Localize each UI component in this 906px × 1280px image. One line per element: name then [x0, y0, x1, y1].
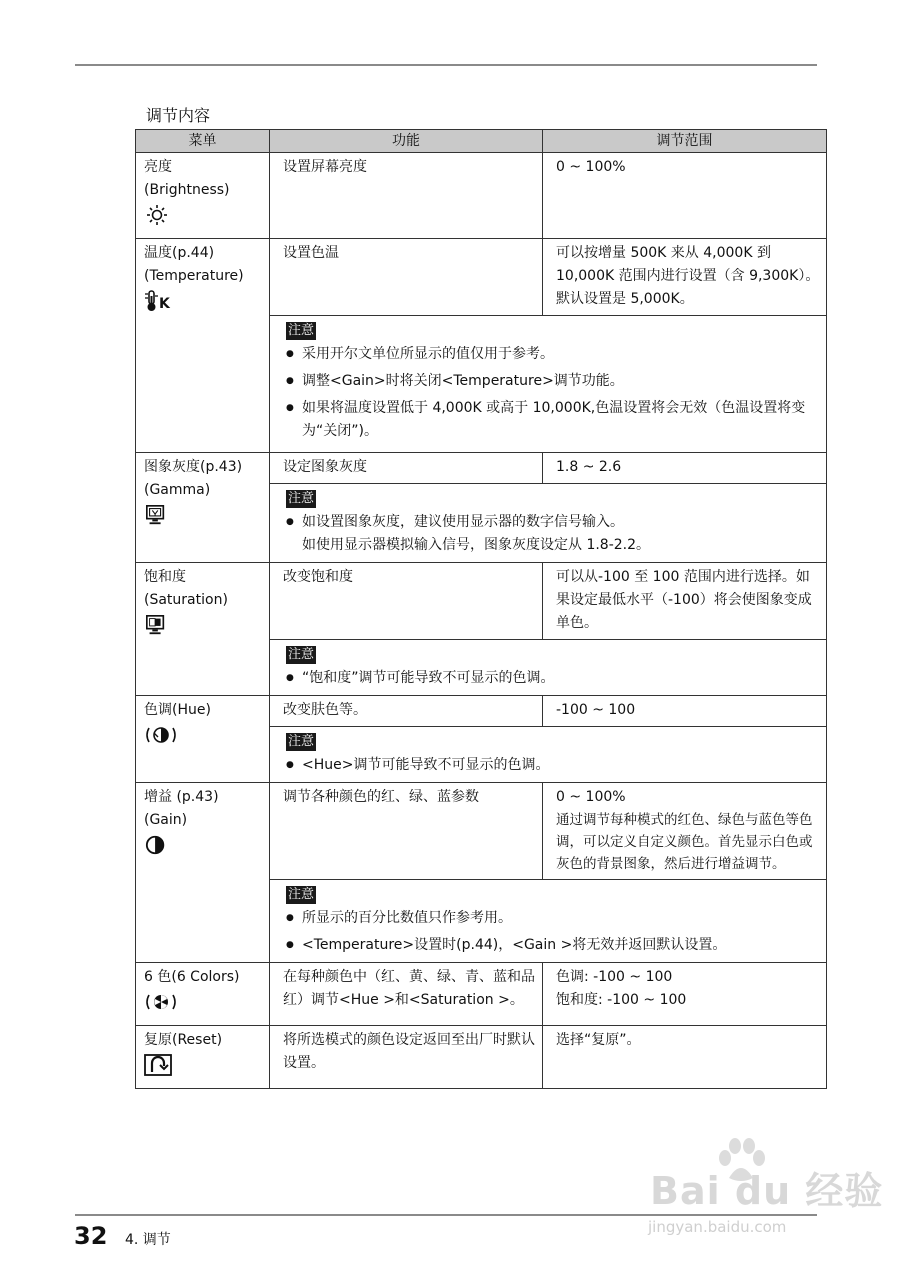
range-cell: 可以按增量 500K 来从 4,000K 到 10,000K 范围内进行设置（含 9,300K）。默认设置是 5,000K。: [543, 239, 827, 316]
note-line: 如使用显示器模拟输入信号，图象灰度设定从 1.8-2.2。: [302, 537, 651, 553]
menu-cell: [136, 453, 270, 563]
header-function: 功能: [270, 130, 543, 153]
note-cell: [270, 640, 827, 696]
note-list: [286, 511, 818, 557]
watermark-url: jingyan.baidu.com: [648, 1218, 787, 1236]
menu-label: 复原(Reset): [144, 1032, 223, 1048]
function-cell: 在每种颜色中（红、黄、绿、青、蓝和品红）调节<Hue >和<Saturation >。: [270, 963, 543, 1026]
menu-label: 增益 (p.43): [144, 789, 219, 805]
function-cell: 设置色温: [270, 239, 543, 316]
adjustment-table: [135, 129, 827, 1089]
menu-label: 色调(Hue): [144, 702, 211, 718]
menu-cell: [136, 963, 270, 1026]
note-badge: 注意: [288, 491, 315, 506]
menu-label-en: (Temperature): [144, 268, 244, 284]
svg-text:K: K: [159, 296, 170, 312]
saturation-monitor-icon: [144, 614, 168, 636]
note-item: [286, 511, 818, 557]
menu-cell: [136, 696, 270, 783]
table-row-gamma: [136, 453, 827, 484]
footer-rule: [75, 1214, 817, 1216]
note-list: [286, 343, 818, 443]
menu-label: 饱和度: [144, 569, 186, 585]
note-badge: 注意: [288, 887, 315, 902]
menu-cell: [136, 153, 270, 239]
note-badge: 注意: [288, 647, 315, 662]
note-cell: [270, 727, 827, 783]
table-header-row: [136, 130, 827, 153]
watermark-logo: Bai du 经验: [650, 1169, 884, 1213]
range-cell: -100 ~ 100: [543, 696, 827, 727]
menu-label: 温度(p.44): [144, 245, 215, 261]
section-title: 调节内容: [146, 106, 211, 125]
function-cell: 改变肤色等。: [270, 696, 543, 727]
range-cell: [543, 963, 827, 1026]
menu-label: 6 色(6 Colors): [144, 969, 240, 985]
note-item: ● 如果将温度设置低于 4,000K 或高于 10,000K,色温设置将会无效（色温设置将变为“关闭”)。: [286, 397, 818, 443]
range-hue: 色调: -100 ~ 100: [556, 969, 673, 985]
table-row-brightness: [136, 153, 827, 239]
range-description: 通过调节每种模式的红色、绿色与蓝色等色调，可以定义自定义颜色。首先显示白色或灰色的背景图象，然后进行增益调节。: [556, 812, 813, 872]
table-row-saturation: [136, 563, 827, 640]
note-list: [286, 754, 818, 777]
note-list: [286, 907, 818, 957]
menu-cell: [136, 239, 270, 453]
header-rule: [75, 64, 817, 66]
gamma-monitor-icon: [144, 504, 168, 526]
range-cell: 可以从-100 至 100 范围内进行选择。如果设定最低水平（-100）将会使图象变成单色。: [543, 563, 827, 640]
table-row-gain: [136, 783, 827, 880]
range-cell: 选择“复原”。: [543, 1026, 827, 1089]
menu-cell: [136, 1026, 270, 1089]
range-value: 0 ~ 100%: [556, 789, 626, 805]
note-badge: 注意: [288, 734, 315, 749]
menu-label: 亮度: [144, 159, 172, 175]
function-cell: 设置屏幕亮度: [270, 153, 543, 239]
note-badge: 注意: [288, 323, 315, 338]
table-row-six-colors: [136, 963, 827, 1026]
note-line: ● 如设置图象灰度，建议使用显示器的数字信号输入。: [302, 514, 624, 530]
header-range: 调节范围: [543, 130, 827, 153]
note-cell: [270, 484, 827, 563]
thermometer-k-icon: [144, 290, 174, 312]
chapter-title: 4. 调节: [125, 1232, 171, 1248]
note-cell: [270, 880, 827, 963]
function-cell: 改变饱和度: [270, 563, 543, 640]
menu-cell: [136, 783, 270, 963]
header-menu: 菜单: [136, 130, 270, 153]
menu-label-en: (Brightness): [144, 182, 230, 198]
range-cell: 1.8 ~ 2.6: [543, 453, 827, 484]
six-colors-icon: [144, 991, 178, 1013]
page-number: 32: [74, 1222, 108, 1250]
menu-label: 图象灰度(p.43): [144, 459, 243, 475]
table-row-reset: [136, 1026, 827, 1089]
function-cell: 设定图象灰度: [270, 453, 543, 484]
hue-icon: [144, 724, 178, 746]
range-cell: 0 ~ 100%: [543, 153, 827, 239]
note-cell: [270, 316, 827, 453]
note-item: ● <Temperature>设置时(p.44)，<Gain >将无效并返回默认设置。: [286, 934, 818, 957]
note-item: ● 采用开尔文单位所显示的值仅用于参考。: [286, 343, 818, 366]
reset-icon: [144, 1054, 172, 1076]
range-cell: [543, 783, 827, 880]
note-item: ● 调整<Gain>时将关闭<Temperature>调节功能。: [286, 370, 818, 393]
note-item: ● “饱和度”调节可能导致不可显示的色调。: [286, 667, 818, 690]
function-cell: 将所选模式的颜色设定返回至出厂时默认设置。: [270, 1026, 543, 1089]
menu-label-en: (Saturation): [144, 592, 228, 608]
function-cell: 调节各种颜色的红、绿、蓝参数: [270, 783, 543, 880]
note-item: ● 所显示的百分比数值只作参考用。: [286, 907, 818, 930]
gain-circle-icon: [144, 834, 168, 856]
range-saturation: 饱和度: -100 ~ 100: [556, 992, 687, 1008]
table-row-temperature: [136, 239, 827, 316]
note-item: ● <Hue>调节可能导致不可显示的色调。: [286, 754, 818, 777]
note-list: [286, 667, 818, 690]
table-row-hue: [136, 696, 827, 727]
sun-icon: [144, 204, 170, 226]
menu-label-en: (Gain): [144, 812, 188, 828]
menu-label-en: (Gamma): [144, 482, 211, 498]
menu-cell: [136, 563, 270, 696]
